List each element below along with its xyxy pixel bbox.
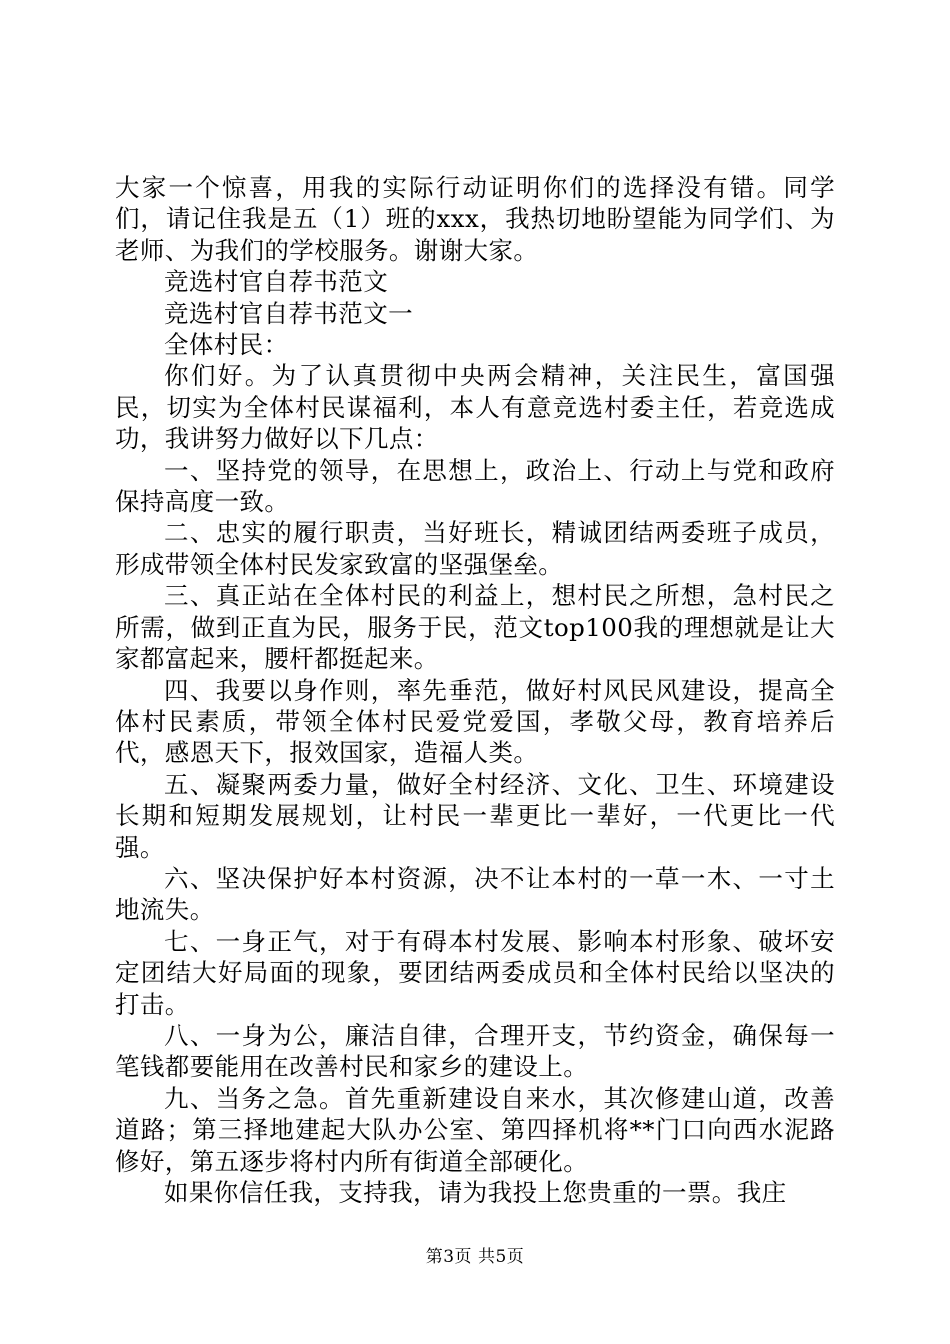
section-title: 竞选村官自荐书范文 (164, 267, 389, 297)
paragraph-point-2: 二、忠实的履行职责，当好班长，精诚团结两委班子成员，形成带领全体村民发家致富的坚强堡垒。 (115, 518, 835, 579)
paragraph-point-4: 四、我要以身作则，率先垂范，做好村风民风建设，提高全体村民素质，带领全体村民爱党爱国，孝敬父母，教育培养后代，感恩天下，报效国家，造福人类。 (115, 675, 835, 768)
paragraph-continuation: 大家一个惊喜，用我的实际行动证明你们的选择没有错。同学们，请记住我是五（1）班的xxx，我热切地盼望能为同学们、为老师、为我们的学校服务。谢谢大家。 (115, 173, 835, 265)
paragraph-point-1: 一、坚持党的领导，在思想上，政治上、行动上与党和政府保持高度一致。 (115, 455, 835, 517)
paragraph-point-7: 七、一身正气，对于有碍本村发展、影响本村形象、破坏安定团结大好局面的现象，要团结两委成员和全体村民给以坚决的打击。 (115, 926, 835, 1019)
paragraph-point-3: 三、真正站在全体村民的利益上，想村民之所想，急村民之所需，做到正直为民，服务于民，范文top100我的理想就是让大家都富起来，腰杆都挺起来。 (115, 581, 835, 674)
subsection-title: 竞选村官自荐书范文一 (164, 298, 413, 328)
paragraph-point-5: 五、凝聚两委力量，做好全村经济、文化、卫生、环境建设长期和短期发展规划，让村民一辈更比一辈好，一代更比一代强。 (115, 769, 835, 862)
paragraph-greeting: 你们好。为了认真贯彻中央两会精神，关注民生，富国强民，切实为全体村民谋福利，本人有意竞选村委主任，若竞选成功，我讲努力做好以下几点： (115, 361, 835, 454)
paragraph-point-6: 六、坚决保护好本村资源，决不让本村的一草一木、一寸土地流失。 (115, 863, 835, 925)
paragraph-point-8: 八、一身为公，廉洁自律，合理开支，节约资金，确保每一笔钱都要能用在改善村民和家乡的建设上。 (115, 1020, 835, 1082)
document-body (115, 172, 835, 1208)
salutation: 全体村民： (164, 330, 289, 360)
paragraph-point-9: 九、当务之急。首先重新建设自来水，其次修建山道，改善道路；第三择地建起大队办公室、第四择机将**门口向西水泥路修好，第五逐步将村内所有街道全部硬化。 (115, 1083, 835, 1176)
page-number-footer: 第3页 共5页 (425, 1247, 525, 1267)
paragraph-closing: 如果你信任我，支持我，请为我投上您贵重的一票。我庄 (164, 1178, 787, 1207)
